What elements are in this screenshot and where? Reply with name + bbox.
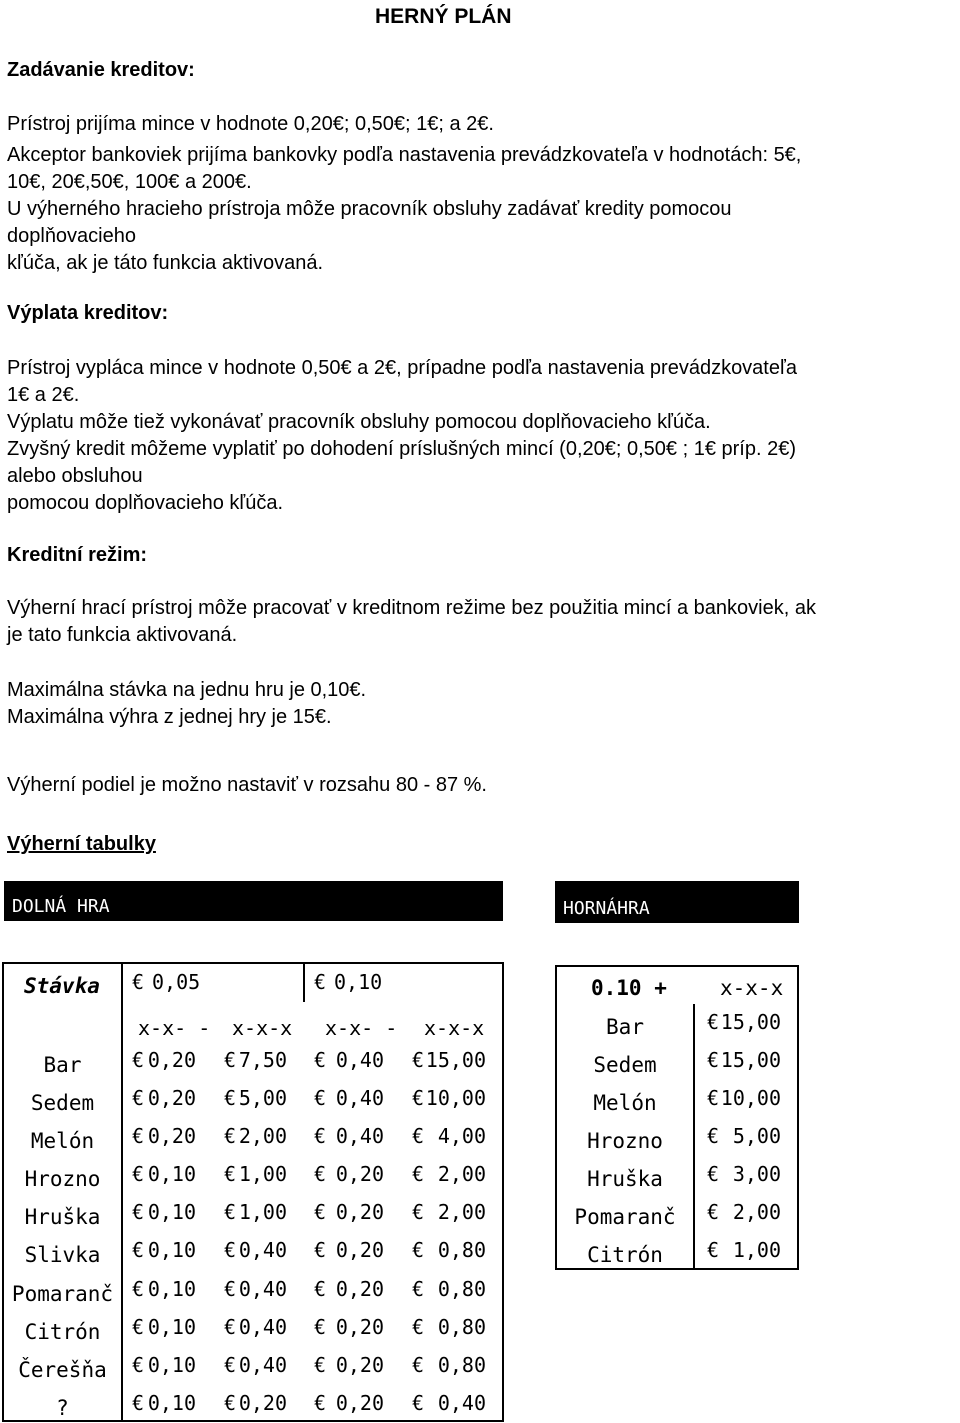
dolna-hra-header bbox=[4, 881, 503, 921]
payout-value: 0,20 bbox=[147, 1086, 196, 1110]
payout-value: 0,10 bbox=[147, 1200, 196, 1224]
para-line: U výherného hracieho prístroja môže pracovník obsluhy zadávať kredity pomocou bbox=[7, 198, 732, 220]
currency-symbol: € bbox=[224, 1200, 237, 1224]
payout-value: 0,80 bbox=[437, 1238, 486, 1262]
currency-symbol: € bbox=[707, 1086, 720, 1110]
payout-value: 0,40 bbox=[238, 1315, 287, 1339]
symbol-label: Bar bbox=[43, 1053, 82, 1077]
currency-symbol: € bbox=[132, 1353, 145, 1377]
currency-symbol: € bbox=[707, 1124, 720, 1148]
symbol-label: Melón bbox=[30, 1129, 95, 1153]
payout-value: 7,50 bbox=[238, 1048, 287, 1072]
payout-value: 0,20 bbox=[335, 1315, 384, 1339]
currency-symbol: € bbox=[412, 1277, 425, 1301]
para-line: Prístroj prijíma mince v hodnote 0,20€; 0,50€; 1€; a 2€. bbox=[7, 113, 494, 135]
currency-symbol: € bbox=[132, 1238, 145, 1262]
currency-symbol: € bbox=[132, 1162, 145, 1186]
payout-value: 5,00 bbox=[238, 1086, 287, 1110]
symbol-label: Bar bbox=[606, 1015, 644, 1039]
payout-value: 0,10 bbox=[147, 1277, 196, 1301]
payout-value: 15,00 bbox=[720, 1010, 781, 1034]
currency-symbol: € bbox=[412, 1200, 425, 1224]
payout-value: 15,00 bbox=[720, 1048, 781, 1072]
currency-symbol: € bbox=[224, 1277, 237, 1301]
max-win: Maximálna výhra z jednej hry je 15€. bbox=[7, 706, 332, 728]
payout-value: 1,00 bbox=[238, 1200, 287, 1224]
heading-zadavanie: Zadávanie kreditov: bbox=[7, 59, 195, 81]
payout-value: 0,20 bbox=[147, 1124, 196, 1148]
currency-symbol: € bbox=[314, 1315, 327, 1339]
payout-value: 0,80 bbox=[437, 1277, 486, 1301]
currency-symbol: € bbox=[412, 1086, 425, 1110]
page-title: HERNÝ PLÁN bbox=[375, 5, 512, 28]
payout-value: 0,20 bbox=[335, 1353, 384, 1377]
symbol-label: Hrozno bbox=[24, 1167, 101, 1191]
currency-symbol: € bbox=[412, 1391, 425, 1415]
symbol-label: Slivka bbox=[24, 1243, 101, 1267]
payout-value: 0,80 bbox=[437, 1353, 486, 1377]
currency-symbol: € bbox=[132, 1391, 145, 1415]
currency-symbol: € bbox=[132, 970, 145, 994]
payout-value: 0,40 bbox=[238, 1353, 287, 1377]
payout-value: 0,40 bbox=[335, 1124, 384, 1148]
horna-col-divider bbox=[693, 1004, 695, 1270]
payout-value: 1,00 bbox=[238, 1162, 287, 1186]
currency-symbol: € bbox=[412, 1353, 425, 1377]
para-line: Akceptor bankoviek prijíma bankovky podľa nastavenia prevádzkovateľa v hodnotách: 5€, bbox=[7, 144, 802, 166]
symbol-label: Melón bbox=[593, 1091, 657, 1115]
payout-value: 0,40 bbox=[238, 1277, 287, 1301]
para-line: Výherní hrací prístroj môže pracovať v kreditnom režime bez použitia mincí a bankoviek, ak bbox=[7, 597, 816, 619]
payout-value: 0,20 bbox=[335, 1277, 384, 1301]
symbol-label: ? bbox=[56, 1396, 69, 1420]
dolna-hra-label: DOLNÁ HRA bbox=[12, 896, 110, 917]
currency-symbol: € bbox=[707, 1238, 720, 1262]
symbol-label: Pomaranč bbox=[11, 1282, 114, 1306]
currency-symbol: € bbox=[707, 1162, 720, 1186]
symbol-label: Hruška bbox=[587, 1167, 663, 1191]
para-line: 1€ a 2€. bbox=[7, 384, 80, 406]
dolna-stake-divider bbox=[303, 962, 305, 1002]
payout-value: 0,10 bbox=[147, 1238, 196, 1262]
horna-hra-header bbox=[555, 881, 799, 923]
pattern-header: x-x- - bbox=[138, 1016, 211, 1040]
payout-value: 0,20 bbox=[238, 1391, 287, 1415]
max-stake: Maximálna stávka na jednu hru je 0,10€. bbox=[7, 679, 367, 701]
currency-symbol: € bbox=[707, 1200, 720, 1224]
currency-symbol: € bbox=[314, 1391, 327, 1415]
payout-value: 1,00 bbox=[732, 1238, 781, 1262]
payout-value: 15,00 bbox=[425, 1048, 486, 1072]
payout-value: 0,20 bbox=[147, 1048, 196, 1072]
currency-symbol: € bbox=[224, 1048, 237, 1072]
symbol-label: Pomaranč bbox=[574, 1205, 676, 1229]
currency-symbol: € bbox=[224, 1124, 237, 1148]
para-line: kľúča, ak je táto funkcia aktivovaná. bbox=[7, 252, 324, 274]
currency-symbol: € bbox=[412, 1238, 425, 1262]
heading-vyplata: Výplata kreditov: bbox=[7, 302, 169, 324]
pattern-header: x-x-x bbox=[424, 1016, 485, 1040]
payout-value: 0,80 bbox=[437, 1315, 486, 1339]
currency-symbol: € bbox=[314, 1086, 327, 1110]
payout-value: 0,10 bbox=[147, 1353, 196, 1377]
horna-stake-label: 0.10 + bbox=[591, 976, 667, 1000]
currency-symbol: € bbox=[132, 1315, 145, 1339]
symbol-label: Čerešňa bbox=[18, 1358, 107, 1382]
payout-value: 0,40 bbox=[335, 1048, 384, 1072]
currency-symbol: € bbox=[132, 1277, 145, 1301]
payout-value: 0,40 bbox=[238, 1238, 287, 1262]
currency-symbol: € bbox=[224, 1086, 237, 1110]
para-line: 10€, 20€,50€, 100€ a 200€. bbox=[7, 171, 252, 193]
currency-symbol: € bbox=[412, 1315, 425, 1339]
pattern-header: x-x- - bbox=[325, 1016, 398, 1040]
para-line: Prístroj vypláca mince v hodnote 0,50€ a 2€, prípadne podľa nastavenia prevádzkovateľa bbox=[7, 357, 797, 379]
symbol-label: Citrón bbox=[24, 1320, 101, 1344]
symbol-label: Sedem bbox=[30, 1091, 95, 1115]
para-line: pomocou doplňovacieho kľúča. bbox=[7, 492, 284, 514]
symbol-label: Citrón bbox=[587, 1243, 663, 1267]
currency-symbol: € bbox=[132, 1200, 145, 1224]
currency-symbol: € bbox=[314, 1353, 327, 1377]
para-line: je tato funkcia aktivovaná. bbox=[7, 624, 238, 646]
payout-value: 0,40 bbox=[437, 1391, 486, 1415]
currency-symbol: € bbox=[224, 1353, 237, 1377]
payout-value: 0,10 bbox=[147, 1391, 196, 1415]
dolna-col-divider bbox=[121, 962, 123, 1422]
payout-value: 0,40 bbox=[335, 1086, 384, 1110]
currency-symbol: € bbox=[314, 1124, 327, 1148]
para-line: Zvyšný kredit môžeme vyplatiť po dohodení príslušných mincí (0,20€; 0,50€ ; 1€ príp. 2€) bbox=[7, 438, 797, 460]
currency-symbol: € bbox=[412, 1048, 425, 1072]
payout-value: 0,20 bbox=[335, 1238, 384, 1262]
stake-value: 0,05 bbox=[152, 970, 201, 994]
currency-symbol: € bbox=[707, 1048, 720, 1072]
currency-symbol: € bbox=[224, 1391, 237, 1415]
currency-symbol: € bbox=[132, 1048, 145, 1072]
payout-value: 3,00 bbox=[732, 1162, 781, 1186]
currency-symbol: € bbox=[314, 1048, 327, 1072]
currency-symbol: € bbox=[314, 1238, 327, 1262]
horna-hra-label: HORNÁHRA bbox=[563, 898, 650, 919]
currency-symbol: € bbox=[224, 1315, 237, 1339]
payout-value: 2,00 bbox=[437, 1162, 486, 1186]
currency-symbol: € bbox=[224, 1238, 237, 1262]
payout-value: 2,00 bbox=[238, 1124, 287, 1148]
currency-symbol: € bbox=[707, 1010, 720, 1034]
payout-value: 5,00 bbox=[732, 1124, 781, 1148]
heading-tabulky: Výherní tabulky bbox=[7, 833, 156, 855]
stake-value: 0,10 bbox=[334, 970, 383, 994]
heading-kreditny: Kreditní režim: bbox=[7, 544, 148, 566]
payout-value: 4,00 bbox=[437, 1124, 486, 1148]
currency-symbol: € bbox=[224, 1162, 237, 1186]
symbol-label: Hrozno bbox=[587, 1129, 663, 1153]
currency-symbol: € bbox=[314, 1200, 327, 1224]
symbol-label: Hruška bbox=[24, 1205, 101, 1229]
currency-symbol: € bbox=[314, 1162, 327, 1186]
currency-symbol: € bbox=[132, 1124, 145, 1148]
payout-value: 10,00 bbox=[720, 1086, 781, 1110]
para-line: doplňovacieho bbox=[7, 225, 136, 247]
payout-value: 0,10 bbox=[147, 1315, 196, 1339]
payout-value: 0,20 bbox=[335, 1162, 384, 1186]
payout-value: 0,20 bbox=[335, 1391, 384, 1415]
para-line: Výplatu môže tiež vykonávať pracovník obsluhy pomocou doplňovacieho kľúča. bbox=[7, 411, 711, 433]
currency-symbol: € bbox=[412, 1162, 425, 1186]
currency-symbol: € bbox=[314, 1277, 327, 1301]
currency-symbol: € bbox=[314, 970, 327, 994]
payout-value: 2,00 bbox=[732, 1200, 781, 1224]
symbol-label: Sedem bbox=[593, 1053, 657, 1077]
currency-symbol: € bbox=[412, 1124, 425, 1148]
payout-range: Výherní podiel je možno nastaviť v rozsahu 80 - 87 %. bbox=[7, 774, 487, 796]
pattern-header: x-x-x bbox=[232, 1016, 293, 1040]
stake-label: Stávka bbox=[24, 974, 100, 998]
payout-value: 0,20 bbox=[335, 1200, 384, 1224]
payout-value: 0,10 bbox=[147, 1162, 196, 1186]
para-line: alebo obsluhou bbox=[7, 465, 143, 487]
horna-pattern: x-x-x bbox=[720, 976, 784, 1000]
payout-value: 2,00 bbox=[437, 1200, 486, 1224]
payout-value: 10,00 bbox=[425, 1086, 486, 1110]
currency-symbol: € bbox=[132, 1086, 145, 1110]
